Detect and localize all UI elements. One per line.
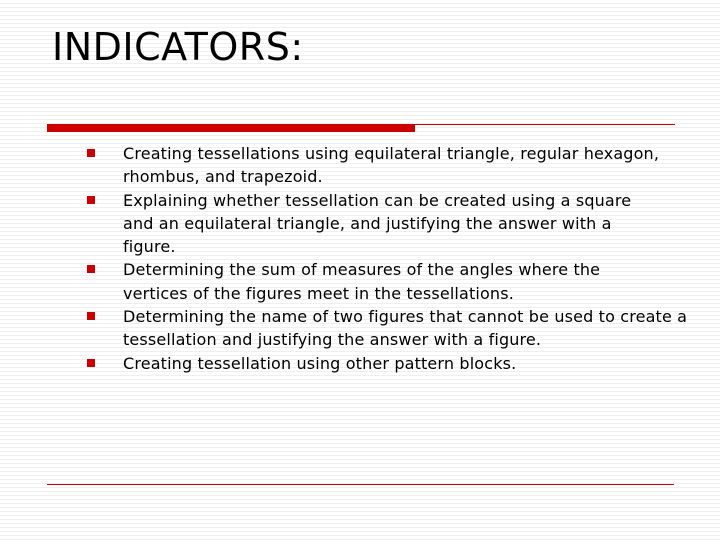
indicator-text: Creating tessellations using equilateral triangle, regular hexagon, rhombus, and trapezoid. [123,144,660,187]
list-item [0,142,720,189]
square-bullet-icon [87,265,95,273]
slide-title: INDICATORS: [52,25,304,69]
list-item [0,258,720,305]
square-bullet-icon [87,149,95,157]
title-underline-accent [47,124,415,132]
indicator-list [0,142,720,375]
indicator-text: Explaining whether tessellation can be created using a square and an equilateral triangle, and justifying the answer with a figure. [123,190,632,257]
list-item [0,189,720,259]
indicator-text: Creating tessellation using other pattern blocks. [123,353,517,373]
footer-rule [47,484,674,485]
indicator-text: Determining the sum of measures of the angles where the vertices of the figures meet in the tessellations. [123,260,601,303]
list-item [0,305,720,352]
square-bullet-icon [87,312,95,320]
indicator-text: Determining the name of two figures that cannot be used to create a tessellation and justifying the answer with a figure. [123,307,688,350]
square-bullet-icon [87,359,95,367]
list-item [0,352,720,375]
title-underline-rule [415,124,675,125]
square-bullet-icon [87,196,95,204]
